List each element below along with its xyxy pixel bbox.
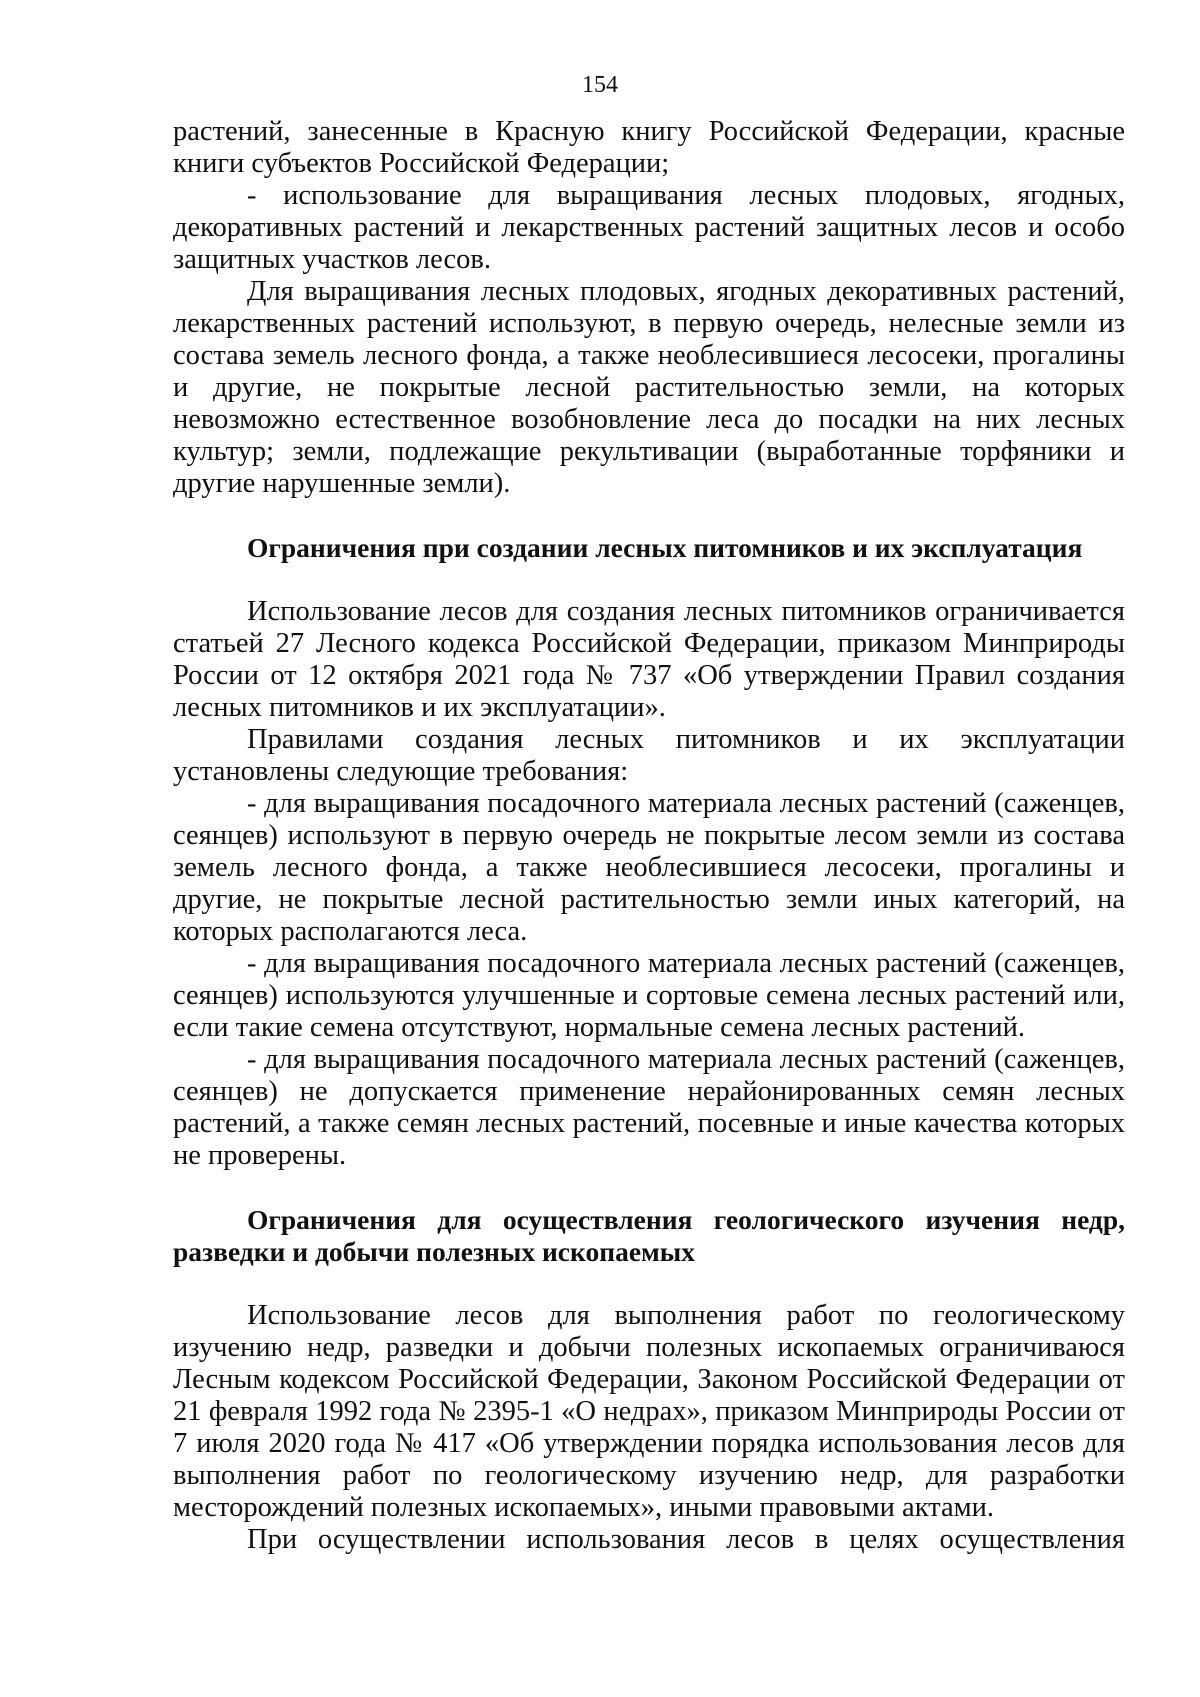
paragraph: - для выращивания посадочного материала лесных растений (саженцев, сеянцев) используют в первую очередь не покрытые лесом земли из состава земель лесного фонда, а также необлесившиеся лесосеки, прогалины и другие, не покрытые лесной растительностью земли иных категорий, на которых располагаются леса.	[173, 788, 1125, 947]
paragraph: Для выращивания лесных плодовых, ягодных декоративных растений, лекарственных растений используют, в первую очередь, нелесные земли из состава земель лесного фонда, а также необлесившиеся лесосеки, прогалины и другие, не покрытые лесной растительностью земли, на которых невозможно естественное возобновление леса до посадки на них лесных культур; земли, подлежащие рекультивации (выработанные торфяники и другие нарушенные земли).	[173, 276, 1125, 499]
page-content	[173, 116, 1125, 1556]
page-number: 154	[582, 72, 618, 98]
spacer	[173, 1172, 1125, 1204]
paragraph: При осуществлении использования лесов в целях осуществления	[247, 1524, 1125, 1555]
spacer	[173, 564, 1125, 596]
paragraph: Правилами создания лесных питомников и их эксплуатации установлены следующие требования:	[173, 724, 1125, 787]
section-heading: Ограничения для осуществления геологического изучения недр, разведки и добычи полезных ископаемых	[173, 1204, 1125, 1267]
spacer	[173, 1268, 1125, 1300]
paragraph: - для выращивания посадочного материала лесных растений (саженцев, сеянцев) используются улучшенные и сортовые семена лесных растений или, если такие семена отсутствуют, нормальные семена лесных растений.	[173, 948, 1125, 1043]
section-heading: Ограничения при создании лесных питомников и их эксплуатация	[247, 532, 1083, 563]
paragraph: - использование для выращивания лесных плодовых, ягодных, декоративных растений и лекарственных растений защитных лесов и особо защитных участков лесов.	[173, 180, 1125, 275]
paragraph: Использование лесов для выполнения работ по геологическому изучению недр, разведки и добычи полезных ископаемых ограничиваюся Лесным кодексом Российской Федерации, Законом Российской Федерации от 21 февраля 1992 года № 2395-1 «О недрах», приказом Минприроды России от 7 июля 2020 года № 417 «Об утверждении порядка использования лесов для выполнения работ по геологическому изучению недр, для разработки месторождений полезных ископаемых», иными правовыми актами.	[173, 1300, 1125, 1523]
spacer	[173, 500, 1125, 532]
paragraph: - для выращивания посадочного материала лесных растений (саженцев, сеянцев) не допускается применение нерайонированных семян лесных растений, а также семян лесных растений, посевные и иные качества которых не проверены.	[173, 1044, 1125, 1171]
paragraph: Использование лесов для создания лесных питомников ограничивается статьей 27 Лесного кодекса Российской Федерации, приказом Минприроды России от 12 октября 2021 года № 737 «Об утверждении Правил создания лесных питомников и их эксплуатации».	[173, 596, 1125, 723]
paragraph: растений, занесенные в Красную книгу Российской Федерации, красные книги субъектов Российской Федерации;	[173, 116, 1125, 179]
